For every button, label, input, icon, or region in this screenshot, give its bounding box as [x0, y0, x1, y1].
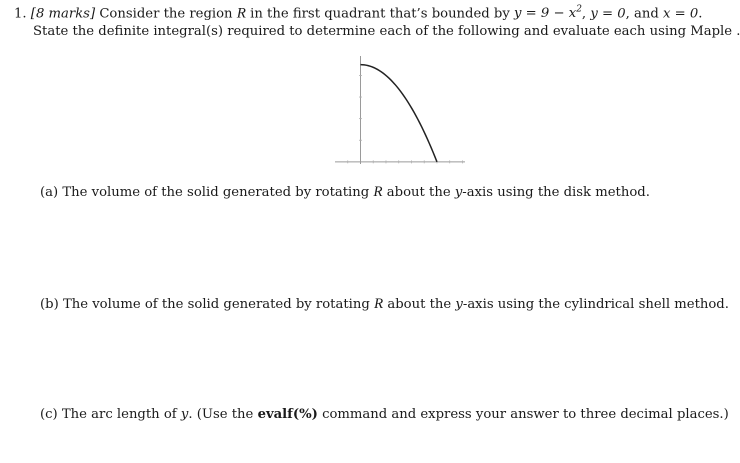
axis-var-b: y [455, 297, 463, 312]
region-symbol-b: R [374, 296, 384, 312]
part-a-text: The volume of the solid generated by rotating [62, 185, 370, 200]
part-a-label: (a) [40, 185, 59, 200]
period: . [698, 6, 703, 22]
equation-2: y = 0 [590, 6, 626, 22]
part-a-text-3: -axis using the disk method. [462, 185, 650, 200]
part-b-text: The volume of the solid generated by rotating [62, 297, 370, 312]
part-c-text-2: . (Use the [188, 407, 254, 422]
question-number: 1. [14, 6, 27, 22]
part-b-label: (b) [40, 297, 59, 312]
and-text: , and [625, 6, 659, 22]
part-c [40, 407, 729, 422]
part-a [40, 184, 650, 201]
instruction: State the definite integral(s) required to determine each of the following and evaluate each using Maple . [33, 24, 740, 39]
statement-part-1: Consider the region [99, 6, 233, 22]
part-c-label: (c) [40, 407, 58, 422]
part-c-text-3: command and express your answer to three decimal places.) [322, 407, 729, 422]
graph-curve-layer [360, 65, 436, 162]
part-b-text-2: about the [387, 297, 452, 312]
statement-part-2: in the first quadrant that’s bounded by [250, 6, 510, 22]
question-line-1 [14, 5, 702, 22]
part-b-text-3: -axis using the cylindrical shell method. [462, 297, 729, 312]
equation-3: x = 0 [663, 6, 699, 22]
region-graph [335, 56, 465, 164]
curve [360, 65, 436, 162]
separator: , [581, 6, 587, 22]
equation-1: $y = 9 - x^2$ [514, 5, 582, 22]
region-symbol-a: R [373, 184, 383, 200]
graph-axes [335, 56, 465, 164]
part-c-text: The arc length of [61, 407, 177, 422]
part-b [40, 296, 729, 313]
marks: [8 marks] [30, 6, 96, 22]
region-symbol: R [236, 5, 246, 22]
part-a-text-2: about the [386, 185, 451, 200]
evalf-command: evalf(%) [257, 407, 318, 422]
function-var: y [180, 407, 189, 422]
axis-var-a: y [454, 185, 463, 200]
